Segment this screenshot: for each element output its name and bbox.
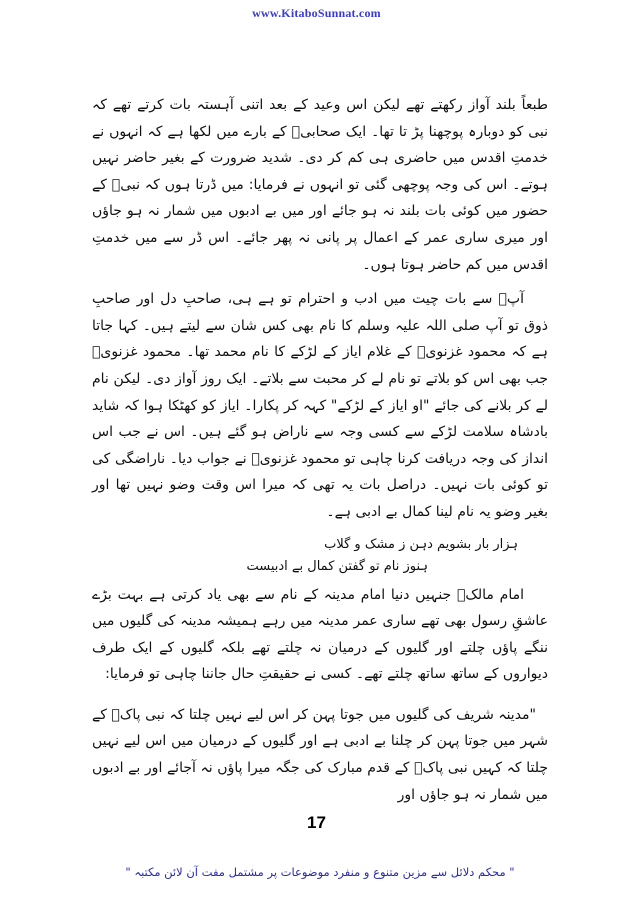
paragraph-companion-fear: طبعاً بلند آواز رکھتے تھے لیکن اس وعید کے بعد اتنی آہستہ بات کرتے تھے کہ نبی کو دوبارہ پوچھنا پڑ تا تھا۔ ایک صحابیؓ کے بارے میں لکھا ہے کہ انہوں نے خدمتِ اقدس میں حاضری ہی کم کر دی۔ شدید ضرورت کے بغیر حاضر نہیں ہوتے۔ اس کی وجہ پوچھی گئی تو انہوں نے فرمایا: میں ڈرتا ہوں کہ نبیؐ کے حضور میں کوئی بات بلند نہ ہو جائے اور میں بے ادبوں میں شمار نہ ہو جاؤں اور میری ساری عمر کے اعمال پر پانی نہ پھر جائے۔ اس ڈر سے میں خدمتِ اقدس میں کم حاضر ہوتا ہوں۔ (92, 97, 548, 273)
page-body (92, 92, 548, 822)
persian-couplet (92, 534, 548, 578)
couplet-line-2: ہنوز نام تو گفتن کمال بے ادبیست (246, 558, 428, 574)
paragraph-mahmud-ghaznavi: آپؐ سے بات چیت میں ادب و احترام تو ہے ہی، صاحبِ دل اور صاحبِ ذوق تو آپ صلی اللہ علیہ وسلم کا نام بھی کس شان سے لیتے ہیں۔ کہا جاتا ہے کہ محمود غزنویؒ کے غلام ایاز کے لڑکے کا نام محمد تھا۔ محمود غزنویؒ جب بھی اس کو بلاتے تو نام لے کر محبت سے بلاتے۔ ایک روز آواز دی۔ لیکن نام لے کر بلانے کی جائے "او ایاز کے لڑکے" کہہ کر پکارا۔ ایاز کو کھٹکا ہوا کہ شاید بادشاہ سلامت لڑکے سے کسی وجہ سے ناراض ہو گئے ہیں۔ اس نے جب اس انداز کی وجہ دریافت کرنا چاہی تو محمود غزنویؒ نے جواب دیا۔ ناراضگی کی تو کوئی بات نہیں۔ دراصل بات یہ تھی کہ میرا اس وقت وضو نہیں تھا اور بغیر وضو یہ نام لینا کمال بے ادبی ہے۔ (92, 291, 548, 520)
footer-tagline: " محکم دلائل سے مزین متنوع و منفرد موضوعات پر مشتمل مفت آن لائن مکتبہ " (125, 865, 515, 879)
paragraph-imam-malik: امام مالکؒ جنہیں دنیا امام مدینہ کے نام سے بھی یاد کرتی ہے بہت بڑے عاشقِ رسول بھی تھے ساری عمر مدینہ میں رہے ہمیشہ مدینہ کی گلیوں میں ننگے پاؤں چلتے اور گلیوں کے درمیان نہ چلتے تھے بلکہ گلیوں کے ایک طرف دیواروں کے ساتھ ساتھ چلتے تھے۔ کسی نے حقیقتِ حال جاننا چاہی تو فرمایا: (92, 586, 548, 683)
couplet-line-1: ہزار بار بشویم دہن ز مشک و گلاب (324, 536, 518, 552)
page-number: 17 (307, 813, 326, 832)
quote-imam-malik: "مدینہ شریف کی گلیوں میں جوتا پہن کر اس لیے نہیں چلتا کہ نبی پاکؐ کے شہر میں جوتا پہن کر چلنا بے ادبی ہے اور گلیوں کے درمیان میں اس لیے نہیں چلتا کہ کہیں نبی پاکؐ کے قدم مبارک کی جگہ میرا پاؤں نہ آجائے اور بے ادبوں میں شمار نہ ہو جاؤں اور (92, 706, 548, 803)
site-url-header[interactable]: www.KitaboSunnat.com (252, 6, 381, 20)
